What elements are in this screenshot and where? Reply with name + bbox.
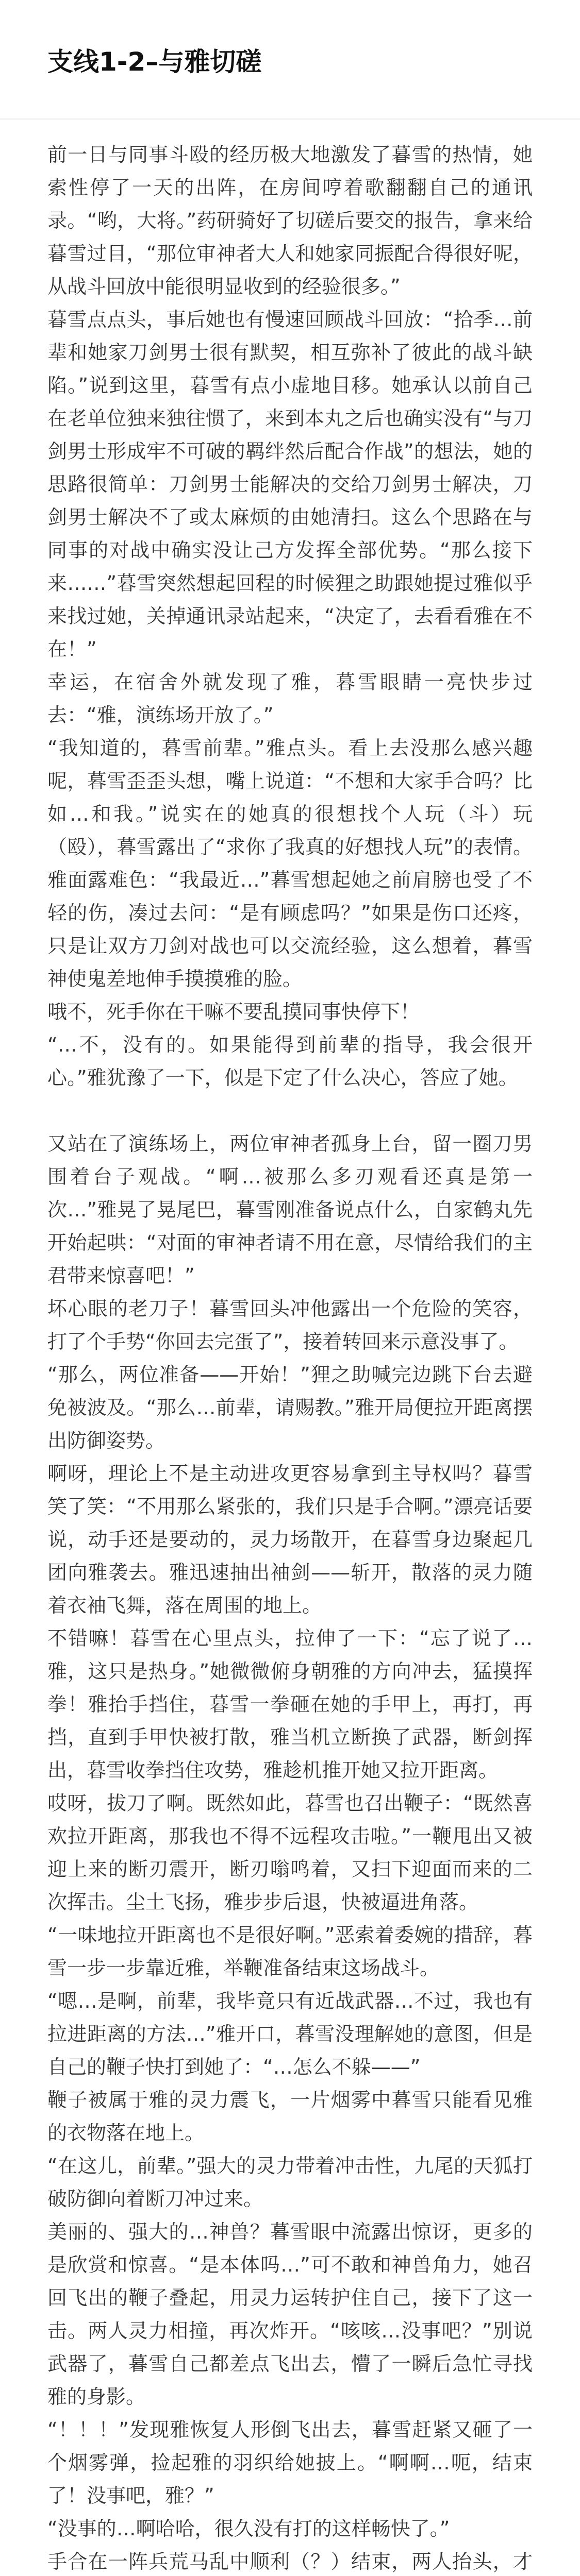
paragraph-18: 美丽的、强大的…神兽？暮雪眼中流露出惊讶，更多的是欣赏和惊喜。“是本体吗…”可不敢和神兽角力，她召回飞出的鞭子叠起，用灵力运转护住自己，接下了这一击。两人灵力相撞，再次炸开。“咳咳…没事吧？”别说武器了，暮雪自己都差点飞出去，懵了一瞬后急忙寻找雅的身影。 — [47, 2221, 533, 2408]
paragraph-14: “一味地拉开距离也不是很好啊。”恶索着委婉的措辞，暮雪一步一步靠近雅，举鞭准备结束这场战斗。 — [47, 1924, 533, 1979]
paragraph-4: “我知道的，暮雪前辈。”雅点头。看上去没那么感兴趣呢，暮雪歪歪头想，嘴上说道：“不想和大家手合吗？比如…和我。”说实在的她真的很想找个人玩（斗）玩（殴），暮雪露出了“求你了我真的好想找人玩”的表情。雅面露难色：“我最近…”暮雪想起她之前肩膀也受了不轻的伤，凑过去问：“是有顾虑吗？”如果是伤口还疼，只是让双方刀剑对战也可以交流经验，这么想着，暮雪神使鬼差地伸手摸摸雅的脸。 — [47, 737, 533, 990]
paragraph-19: “！！！”发现雅恢复人形倒飞出去，暮雪赶紧又砸了一个烟雾弹，捡起雅的羽织给她披上。“啊啊…呃，结束了！没事吧，雅？” — [47, 2418, 533, 2507]
article-title: 支线1-2–与雅切磋 — [47, 47, 262, 77]
article-header — [0, 0, 580, 120]
paragraph-21: 手合在一阵兵荒马乱中顺利（？）结束，两人抬头，才 — [47, 2550, 533, 2573]
paragraph-12: 不错嘛！暮雪在心里点头，拉伸了一下：“忘了说了…雅，这只是热身。”她微微俯身朝雅的方向冲去，猛摸挥拳！雅抬手挡住，暮雪一拳砸在她的手甲上，再打，再挡，直到手甲快被打散，雅当机立断换了武器，断剑挥出，暮雪收拳挡住攻势，雅趁机推开她又拉开距离。 — [47, 1627, 533, 1782]
paragraph-20: “没事的…啊哈哈，很久没有打的这样畅快了。” — [47, 2517, 450, 2540]
paragraph-3: 幸运，在宿舍外就发现了雅，暮雪眼睛一亮快步过去：“雅，演练场开放了。” — [47, 671, 533, 726]
article-body — [0, 120, 580, 2576]
paragraph-1: 前一日与同事斗殴的经历极大地激发了暮雪的热情，她索性停了一天的出阵，在房间哼着歌翻翻自己的通讯录。“哟，大将。”药研骑好了切磋后要交的报告，拿来给暮雪过目，“那位审神者大人和她家同振配合得很好呢，从战斗回放中能很明显收到的经验很多。” — [47, 143, 533, 298]
paragraph-16: 鞭子被属于雅的灵力震飞，一片烟雾中暮雪只能看见雅的衣物落在地上。 — [47, 2089, 533, 2144]
paragraph-8: 又站在了演练场上，两位审神者孤身上台，留一圈刀男围着台子观战。“啊…被那么多刃观看还真是第一次…”雅晃了晃尾巴，暮雪刚准备说点什么，自家鹤丸先开始起哄：“对面的审神者请不用在意，尽情给我们的主君带来惊喜吧！” — [47, 1132, 533, 1287]
paragraph-2: 暮雪点点头，事后她也有慢速回顾战斗回放：“拾季…前辈和她家刀剑男士很有默契，相互弥补了彼此的战斗缺陷。”说到这里，暮雪有点小虚地目移。她承认以前自己在老单位独来独往惯了，来到本丸之后也确实没有“与刀剑男士形成牢不可破的羁绊然后配合作战”的想法，她的思路很简单：刀剑男士能解决的交给刀剑男士解决，刀剑男士解决不了或太麻烦的由她清扫。这么个思路在与同事的对战中确实没让己方发挥全部优势。“那么接下来……”暮雪突然想起回程的时候狸之助跟她提过雅似乎来找过她，关掉通讯录站起来，“决定了，去看看雅在不在！” — [47, 308, 533, 660]
paragraph-11: 啊呀，理论上不是主动进攻更容易拿到主导权吗？暮雪笑了笑：“不用那么紧张的，我们只是手合啊。”漂亮话要说，动手还是要动的，灵力场散开，在暮雪身边聚起几团向雅袭去。雅迅速抽出袖剑——斩开，散落的灵力随着衣袖飞舞，落在周围的地上。 — [47, 1462, 533, 1617]
paragraph-9: 坏心眼的老刀子！暮雪回头冲他露出一个危险的笑容，打了个手势“你回去完蛋了”，接着转回来示意没事了。 — [47, 1297, 533, 1353]
paragraph-17: “在这儿，前辈。”强大的灵力带着冲击性，九尾的天狐打破防御向着断刀冲过来。 — [47, 2155, 533, 2210]
paragraph-13: 哎呀，拔刀了啊。既然如此，暮雪也召出鞭子：“既然喜欢拉开距离，那我也不得不远程攻击啦。”一鞭甩出又被迎上来的断刃震开，断刃嗡鸣着，又扫下迎面而来的二次挥击。尘土飞扬，雅步步后退，快被逼进角落。 — [47, 1792, 533, 1913]
section-spacer — [47, 1094, 533, 1127]
paragraph-5: 哦不，死手你在干嘛不要乱摸同事快停下！ — [47, 1001, 420, 1023]
paragraph-6: “…不，没有的。如果能得到前辈的指导，我会很开心。”雅犹豫了一下，似是下定了什么决心，答应了她。 — [47, 1033, 533, 1089]
paragraph-10: “那么，两位准备——开始！”狸之助喊完边跳下台去避免被波及。“那么…前辈，请赐教。”雅开局便拉开距离摆出防御姿势。 — [47, 1363, 533, 1452]
paragraph-15: “嗯…是啊，前辈，我毕竟只有近战武器…不过，我也有拉进距离的方法…”雅开口，暮雪没理解她的意图，但是自己的鞭子快打到她了：“…怎么不躲——” — [47, 1990, 533, 2078]
